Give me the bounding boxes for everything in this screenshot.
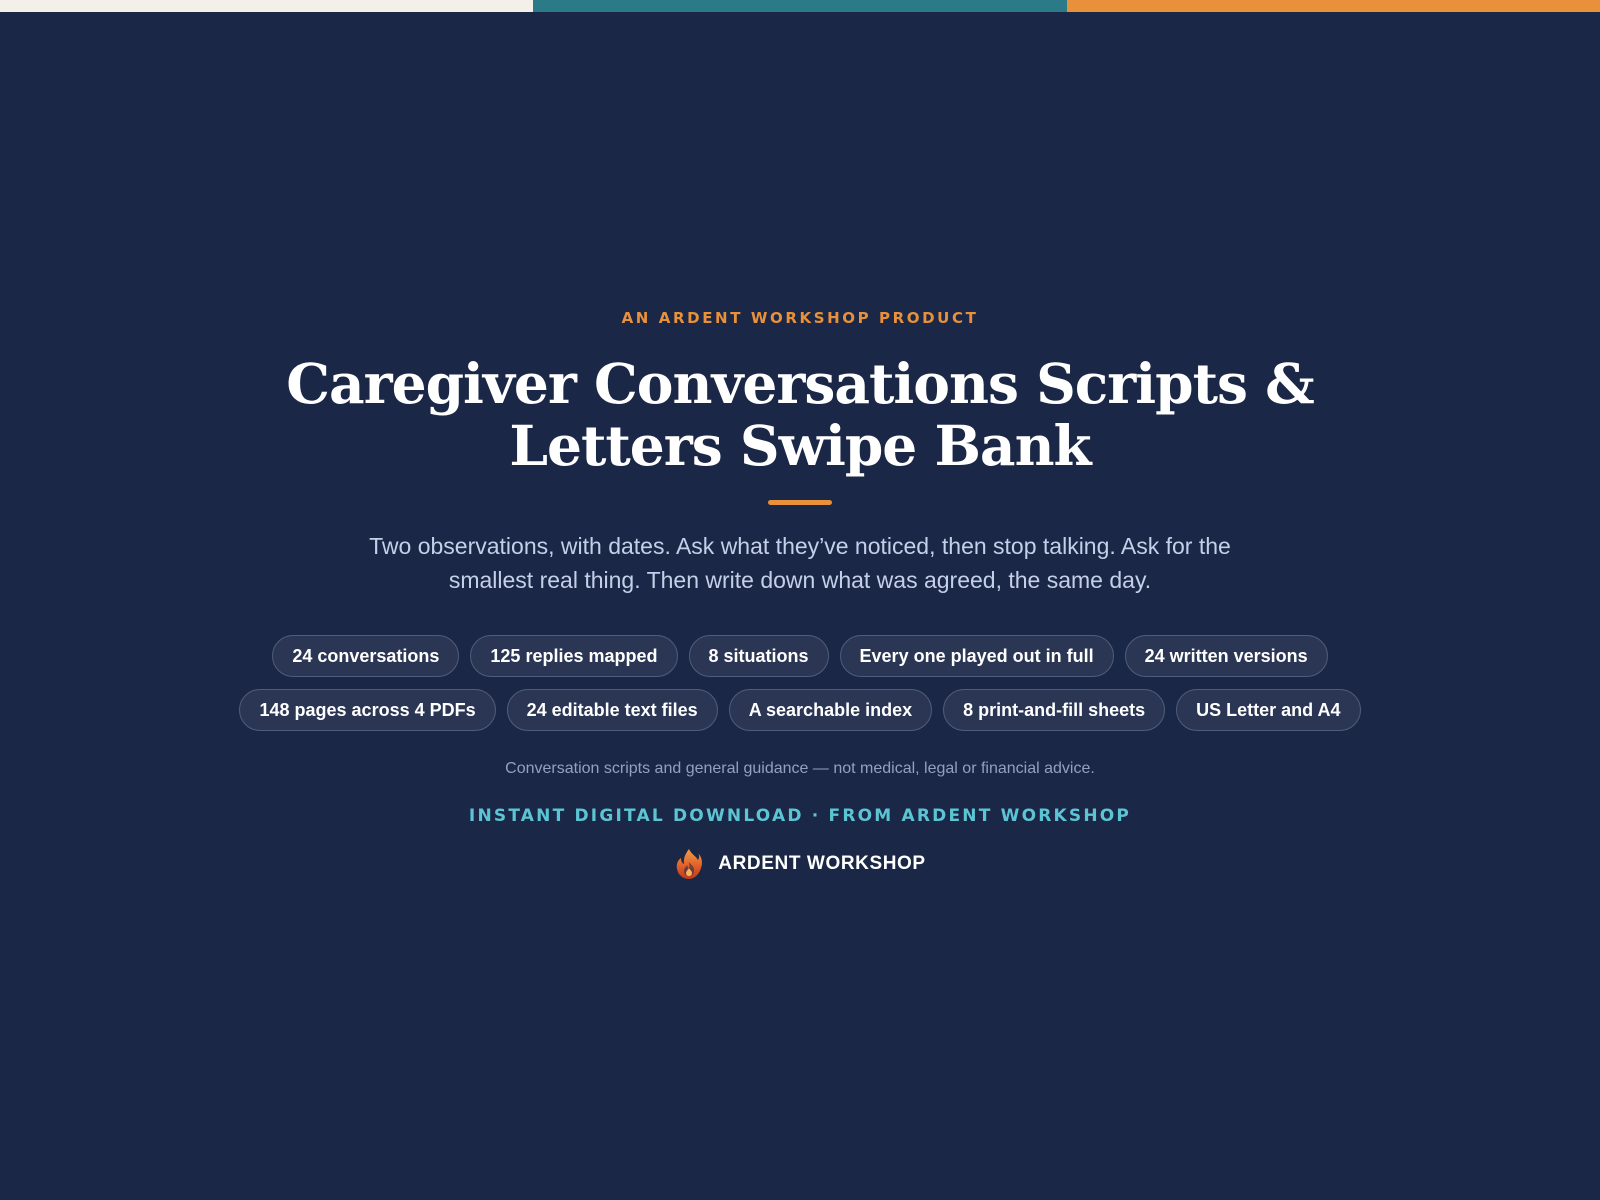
- feature-pill: Every one played out in full: [840, 635, 1114, 677]
- brand-lockup: [0, 848, 1600, 880]
- flame-logo-icon: [674, 848, 704, 880]
- subtitle-line-1: Two observations, with dates. Ask what they’ve noticed, then stop talking. Ask for the: [369, 533, 1231, 559]
- title-underline-accent: [768, 500, 832, 505]
- feature-pill: 24 written versions: [1125, 635, 1328, 677]
- brand-name: ARDENT WORKSHOP: [718, 853, 926, 874]
- download-cta-label: INSTANT DIGITAL DOWNLOAD · FROM ARDENT WORKSHOP: [468, 806, 1132, 826]
- feature-pill: 8 situations: [689, 635, 829, 677]
- feature-pill: 148 pages across 4 PDFs: [239, 689, 495, 731]
- feature-pills-row-2: [0, 689, 1600, 731]
- feature-pill: 125 replies mapped: [470, 635, 677, 677]
- feature-pill: 24 editable text files: [507, 689, 718, 731]
- stripe-segment-orange: [1067, 0, 1600, 12]
- page-title-line-1: Caregiver Conversations Scripts &: [286, 351, 1314, 416]
- stripe-segment-cream: [0, 0, 533, 12]
- page-title-line-2: Letters Swipe Bank: [509, 413, 1091, 478]
- feature-pill: US Letter and A4: [1176, 689, 1360, 731]
- feature-pill: 8 print-and-fill sheets: [943, 689, 1165, 731]
- stripe-segment-teal: [533, 0, 1066, 12]
- hero-section: [0, 306, 1600, 880]
- page-title: [280, 353, 1320, 477]
- feature-pills-row-1: [0, 635, 1600, 677]
- eyebrow-label: AN ARDENT WORKSHOP PRODUCT: [621, 309, 979, 327]
- subtitle-line-2: smallest real thing. Then write down what was agreed, the same day.: [448, 567, 1152, 593]
- feature-pill: A searchable index: [729, 689, 932, 731]
- feature-pill: 24 conversations: [272, 635, 459, 677]
- top-color-stripe: [0, 0, 1600, 12]
- disclaimer-text: Conversation scripts and general guidance — not medical, legal or financial advice.: [505, 760, 1095, 777]
- subtitle: [320, 529, 1280, 597]
